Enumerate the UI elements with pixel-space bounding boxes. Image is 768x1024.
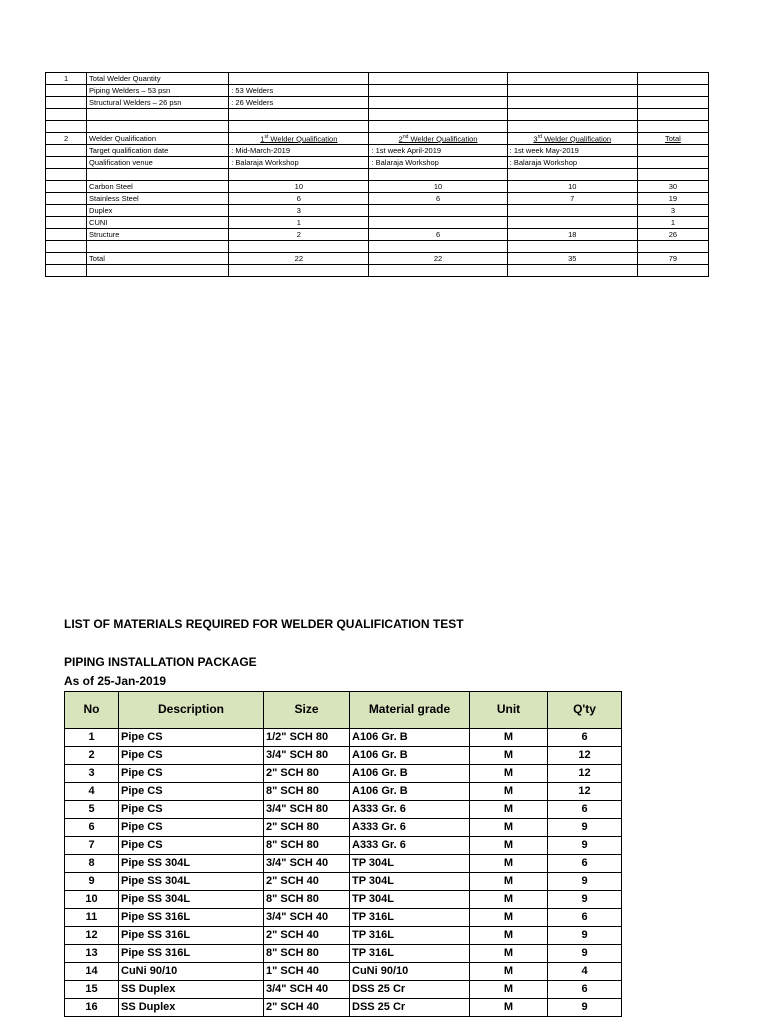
- table-row: [46, 133, 709, 145]
- piping-welders-value: : 53 Welders: [229, 85, 369, 97]
- material-qty-1: 10: [229, 181, 369, 193]
- item-description: Pipe CS: [119, 801, 264, 819]
- target-date-label: Target qualification date: [87, 145, 229, 157]
- item-qty: 6: [548, 981, 622, 999]
- package-title: PIPING INSTALLATION PACKAGE: [64, 655, 257, 669]
- item-material-grade: TP 304L: [350, 873, 470, 891]
- item-qty: 6: [548, 855, 622, 873]
- total-qty-2: 22: [369, 253, 507, 265]
- item-size: 1" SCH 40: [264, 963, 350, 981]
- item-no: 9: [65, 873, 119, 891]
- item-no: 11: [65, 909, 119, 927]
- item-unit: M: [470, 999, 548, 1017]
- table-row: [46, 85, 709, 97]
- table-header-row: [65, 692, 622, 729]
- materials-table: [64, 691, 622, 1017]
- item-no: 15: [65, 981, 119, 999]
- venue-1: : Balaraja Workshop: [229, 157, 369, 169]
- item-size: 3/4" SCH 40: [264, 981, 350, 999]
- item-size: 2" SCH 40: [264, 873, 350, 891]
- item-description: Pipe SS 316L: [119, 927, 264, 945]
- material-qty-1: 3: [229, 205, 369, 217]
- item-unit: M: [470, 927, 548, 945]
- item-material-grade: A106 Gr. B: [350, 729, 470, 747]
- item-qty: 9: [548, 927, 622, 945]
- venue-2: : Balaraja Workshop: [369, 157, 507, 169]
- item-description: Pipe CS: [119, 837, 264, 855]
- table-row: [65, 819, 622, 837]
- item-unit: M: [470, 855, 548, 873]
- item-no: 2: [65, 747, 119, 765]
- table-row: [46, 97, 709, 109]
- table-row: [46, 193, 709, 205]
- item-size: 8" SCH 80: [264, 783, 350, 801]
- item-no: 16: [65, 999, 119, 1017]
- table-row: [65, 891, 622, 909]
- item-material-grade: DSS 25 Cr: [350, 999, 470, 1017]
- item-size: 8" SCH 80: [264, 837, 350, 855]
- item-no: 4: [65, 783, 119, 801]
- item-material-grade: TP 316L: [350, 909, 470, 927]
- table-row: [46, 181, 709, 193]
- item-qty: 9: [548, 873, 622, 891]
- material-qty-3: 10: [507, 181, 637, 193]
- material-total: 3: [637, 205, 708, 217]
- item-material-grade: TP 304L: [350, 855, 470, 873]
- item-description: Pipe SS 316L: [119, 909, 264, 927]
- qualification-1-header: 1st Welder Qualification: [229, 133, 369, 145]
- item-no: 3: [65, 765, 119, 783]
- item-description: Pipe SS 316L: [119, 945, 264, 963]
- target-date-3: : 1st week May-2019: [507, 145, 637, 157]
- header-qty: Q'ty: [548, 692, 622, 729]
- material-qty-2: [369, 205, 507, 217]
- item-description: Pipe CS: [119, 747, 264, 765]
- section-label: Total Welder Quantity: [87, 73, 229, 85]
- item-size: 1/2" SCH 80: [264, 729, 350, 747]
- item-material-grade: A106 Gr. B: [350, 783, 470, 801]
- item-material-grade: A106 Gr. B: [350, 747, 470, 765]
- table-row: [46, 217, 709, 229]
- table-row: [46, 205, 709, 217]
- item-qty: 6: [548, 729, 622, 747]
- table-row: [65, 927, 622, 945]
- item-no: 5: [65, 801, 119, 819]
- item-size: 8" SCH 80: [264, 891, 350, 909]
- header-unit: Unit: [470, 692, 548, 729]
- item-material-grade: A333 Gr. 6: [350, 837, 470, 855]
- item-unit: M: [470, 765, 548, 783]
- table-row: [65, 873, 622, 891]
- table-row: [65, 783, 622, 801]
- table-row: [65, 963, 622, 981]
- item-description: Pipe CS: [119, 729, 264, 747]
- material-name: Carbon Steel: [87, 181, 229, 193]
- table-row: [46, 145, 709, 157]
- header-description: Description: [119, 692, 264, 729]
- item-material-grade: A333 Gr. 6: [350, 801, 470, 819]
- item-qty: 9: [548, 999, 622, 1017]
- table-row: [46, 265, 709, 277]
- structural-welders-label: Structural Welders – 26 psn: [87, 97, 229, 109]
- table-row: [65, 747, 622, 765]
- item-description: Pipe CS: [119, 765, 264, 783]
- grand-total: 79: [637, 253, 708, 265]
- section-number: 2: [46, 133, 87, 145]
- item-size: 2" SCH 40: [264, 999, 350, 1017]
- item-description: Pipe CS: [119, 783, 264, 801]
- table-row: [65, 855, 622, 873]
- table-row: [46, 121, 709, 133]
- piping-welders-label: Piping Welders – 53 psn: [87, 85, 229, 97]
- table-row: [65, 909, 622, 927]
- material-qty-2: 6: [369, 193, 507, 205]
- header-no: No: [65, 692, 119, 729]
- table-row: [46, 229, 709, 241]
- item-size: 3/4" SCH 80: [264, 801, 350, 819]
- table-row: [46, 73, 709, 85]
- table-row: [65, 729, 622, 747]
- material-total: 26: [637, 229, 708, 241]
- item-qty: 12: [548, 783, 622, 801]
- table-row: [65, 801, 622, 819]
- item-qty: 9: [548, 891, 622, 909]
- material-total: 19: [637, 193, 708, 205]
- item-qty: 9: [548, 945, 622, 963]
- materials-table-body: [65, 729, 622, 1017]
- welder-summary-table: [45, 72, 709, 277]
- item-unit: M: [470, 909, 548, 927]
- item-description: Pipe SS 304L: [119, 855, 264, 873]
- item-material-grade: TP 304L: [350, 891, 470, 909]
- item-no: 12: [65, 927, 119, 945]
- list-title: LIST OF MATERIALS REQUIRED FOR WELDER QUALIFICATION TEST: [64, 617, 464, 631]
- item-unit: M: [470, 747, 548, 765]
- material-qty-3: [507, 217, 637, 229]
- item-qty: 6: [548, 909, 622, 927]
- item-unit: M: [470, 729, 548, 747]
- material-qty-3: 7: [507, 193, 637, 205]
- item-no: 14: [65, 963, 119, 981]
- item-unit: M: [470, 963, 548, 981]
- item-qty: 12: [548, 765, 622, 783]
- item-size: 2" SCH 40: [264, 927, 350, 945]
- item-material-grade: A333 Gr. 6: [350, 819, 470, 837]
- item-no: 6: [65, 819, 119, 837]
- material-total: 30: [637, 181, 708, 193]
- table-row: [46, 253, 709, 265]
- material-qty-3: [507, 205, 637, 217]
- item-qty: 4: [548, 963, 622, 981]
- item-qty: 9: [548, 837, 622, 855]
- total-qty-3: 35: [507, 253, 637, 265]
- table-row: [46, 109, 709, 121]
- material-name: CUNI: [87, 217, 229, 229]
- header-size: Size: [264, 692, 350, 729]
- header-material-grade: Material grade: [350, 692, 470, 729]
- item-unit: M: [470, 945, 548, 963]
- table-row: [46, 157, 709, 169]
- item-unit: M: [470, 873, 548, 891]
- item-size: 3/4" SCH 80: [264, 747, 350, 765]
- item-size: 8" SCH 80: [264, 945, 350, 963]
- item-no: 1: [65, 729, 119, 747]
- item-unit: M: [470, 819, 548, 837]
- item-no: 7: [65, 837, 119, 855]
- material-qty-2: 6: [369, 229, 507, 241]
- material-name: Structure: [87, 229, 229, 241]
- item-material-grade: DSS 25 Cr: [350, 981, 470, 999]
- table-row: [65, 837, 622, 855]
- item-size: 2" SCH 80: [264, 819, 350, 837]
- table-row: [65, 765, 622, 783]
- material-qty-1: 2: [229, 229, 369, 241]
- material-name: Stainless Steel: [87, 193, 229, 205]
- table-row: [65, 945, 622, 963]
- item-unit: M: [470, 981, 548, 999]
- item-material-grade: A106 Gr. B: [350, 765, 470, 783]
- venue-3: : Balaraja Workshop: [507, 157, 637, 169]
- material-qty-1: 1: [229, 217, 369, 229]
- section-number: 1: [46, 73, 87, 85]
- item-size: 2" SCH 80: [264, 765, 350, 783]
- table-row: [65, 999, 622, 1017]
- item-size: 3/4" SCH 40: [264, 909, 350, 927]
- item-no: 8: [65, 855, 119, 873]
- item-qty: 9: [548, 819, 622, 837]
- venue-label: Qualification venue: [87, 157, 229, 169]
- material-qty-2: [369, 217, 507, 229]
- item-no: 10: [65, 891, 119, 909]
- item-description: Pipe CS: [119, 819, 264, 837]
- item-material-grade: TP 316L: [350, 927, 470, 945]
- qualification-3-header: 3rd Welder Qualification: [507, 133, 637, 145]
- item-description: SS Duplex: [119, 999, 264, 1017]
- total-qty-1: 22: [229, 253, 369, 265]
- material-total: 1: [637, 217, 708, 229]
- total-header: Total: [637, 133, 708, 145]
- item-unit: M: [470, 891, 548, 909]
- table-row: [46, 169, 709, 181]
- item-description: CuNi 90/10: [119, 963, 264, 981]
- material-qty-2: 10: [369, 181, 507, 193]
- item-no: 13: [65, 945, 119, 963]
- total-label: Total: [87, 253, 229, 265]
- table-row: [65, 981, 622, 999]
- as-of-date: As of 25-Jan-2019: [64, 674, 167, 688]
- item-size: 3/4" SCH 40: [264, 855, 350, 873]
- item-description: SS Duplex: [119, 981, 264, 999]
- item-unit: M: [470, 801, 548, 819]
- item-unit: M: [470, 783, 548, 801]
- target-date-1: : Mid-March-2019: [229, 145, 369, 157]
- item-material-grade: CuNi 90/10: [350, 963, 470, 981]
- table-row: [46, 241, 709, 253]
- item-unit: M: [470, 837, 548, 855]
- qualification-2-header: 2nd Welder Qualification: [369, 133, 507, 145]
- material-qty-1: 6: [229, 193, 369, 205]
- material-qty-3: 18: [507, 229, 637, 241]
- item-description: Pipe SS 304L: [119, 891, 264, 909]
- item-material-grade: TP 316L: [350, 945, 470, 963]
- item-description: Pipe SS 304L: [119, 873, 264, 891]
- item-qty: 6: [548, 801, 622, 819]
- item-qty: 12: [548, 747, 622, 765]
- material-name: Duplex: [87, 205, 229, 217]
- structural-welders-value: : 26 Welders: [229, 97, 369, 109]
- section-label: Welder Qualification: [87, 133, 229, 145]
- target-date-2: : 1st week April-2019: [369, 145, 507, 157]
